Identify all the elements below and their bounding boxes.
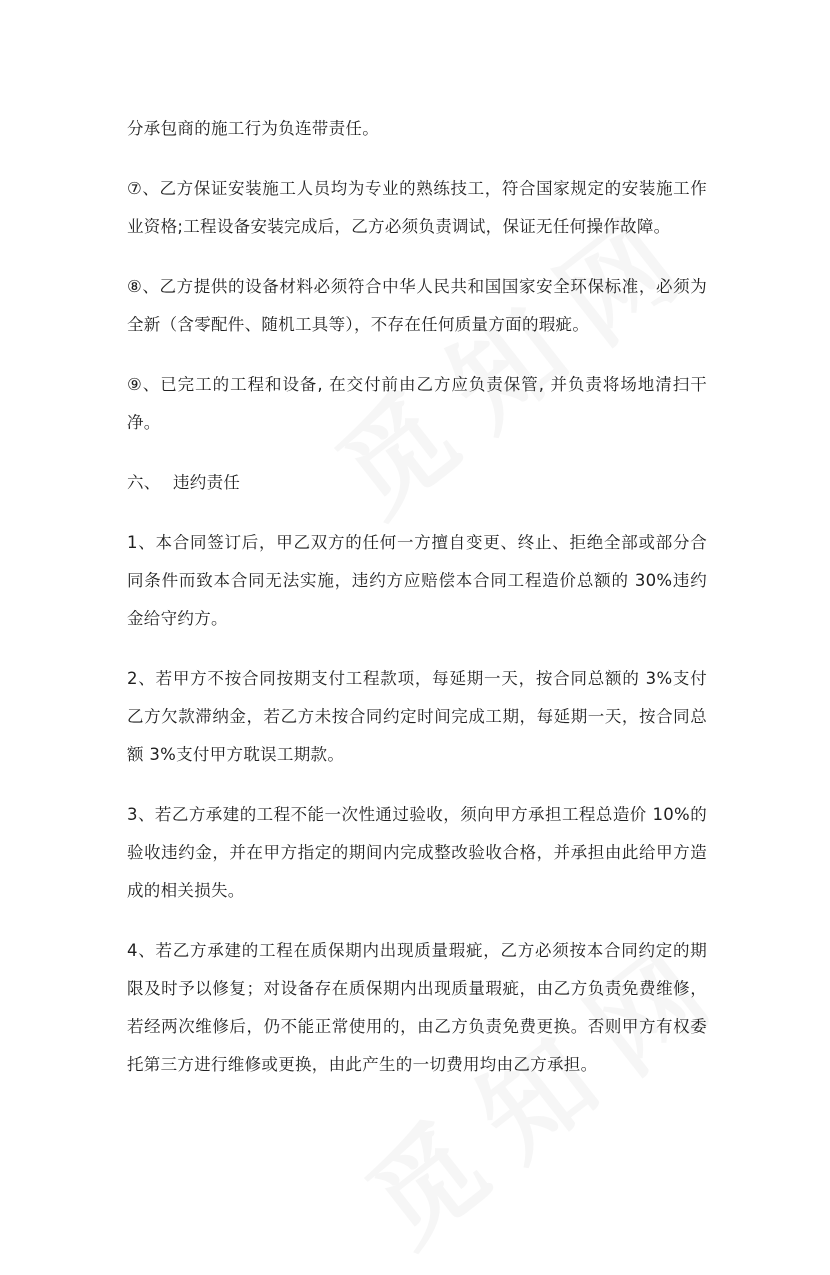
paragraph-item-9: ⑨、已完工的工程和设备, 在交付前由乙方应负责保管, 并负责将场地清扫干净。	[127, 375, 707, 432]
paragraph-clause-3: 3、若乙方承建的工程不能一次性通过验收，须向甲方承担工程总造价 10%的验收违约金，并在甲方指定的期间内完成整改验收合格，并承担由此给甲方造成的相关损失。	[127, 805, 707, 900]
section-heading	[127, 464, 707, 502]
document-body	[127, 110, 707, 1106]
paragraph-clause-1: 1、本合同签订后，甲乙双方的任何一方擅自变更、终止、拒绝全部或部分合同条件而致本合同无法实施，违约方应赔偿本合同工程造价总额的 30%违约金给守约方。	[127, 533, 707, 628]
section-title: 违约责任	[173, 473, 241, 492]
paragraph-clause-2: 2、若甲方不按合同按期支付工程款项，每延期一天，按合同总额的 3%支付乙方欠款滞纳金，若乙方未按合同约定时间完成工期，每延期一天，按合同总额 3%支付甲方耽误工期款。	[127, 669, 707, 764]
section-number: 六、	[127, 473, 161, 492]
paragraph-clause-4: 4、若乙方承建的工程在质保期内出现质量瑕疵，乙方必须按本合同约定的期限及时予以修复；对设备存在质保期内出现质量瑕疵，由乙方负责免费维修，若经两次维修后，仍不能正常使用的，由乙方负责免费更换。否则甲方有权委托第三方进行维修或更换，由此产生的一切费用均由乙方承担。	[127, 941, 707, 1074]
paragraph-item-7: ⑦、乙方保证安装施工人员均为专业的熟练技工，符合国家规定的安装施工作业资格;工程设备安装完成后，乙方必须负责调试，保证无任何操作故障。	[127, 179, 707, 236]
paragraph-subcontractor: 分承包商的施工行为负连带责任。	[127, 119, 379, 138]
paragraph-item-8: ⑧、乙方提供的设备材料必须符合中华人民共和国国家安全环保标准，必须为全新（含零配件、随机工具等），不存在任何质量方面的瑕疵。	[127, 277, 707, 334]
